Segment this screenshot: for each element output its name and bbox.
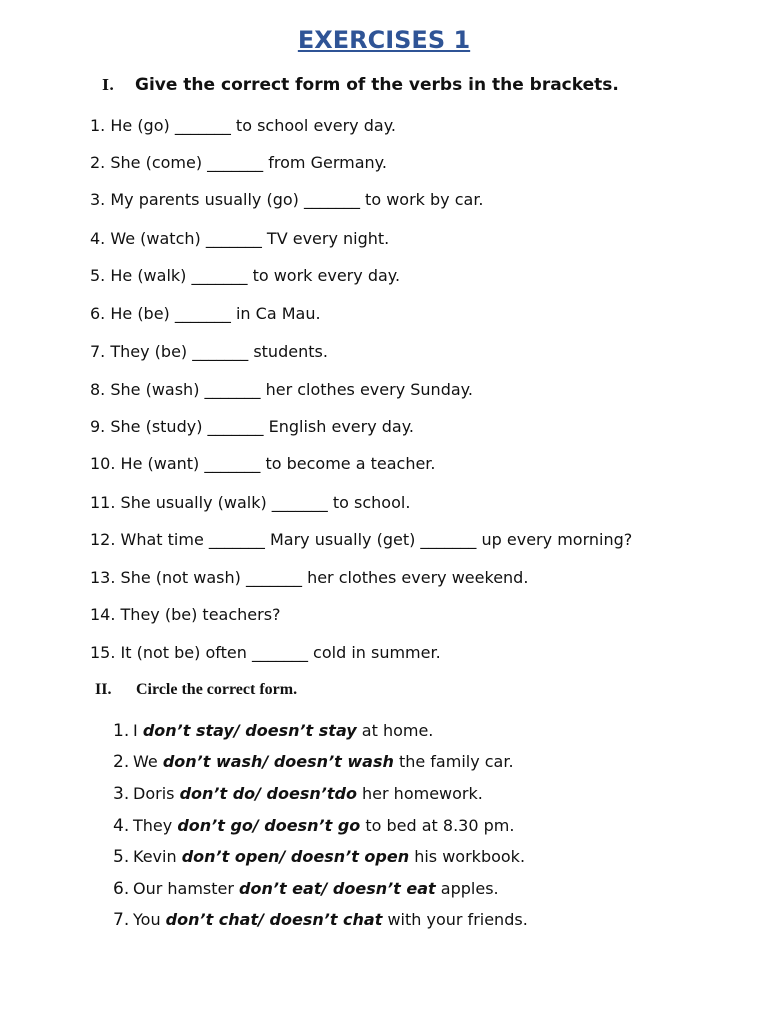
section-2-numeral: II. [95, 681, 112, 698]
section-2-heading [95, 681, 297, 699]
exercise-5: 5. He (walk) _______ to work every day. [90, 266, 401, 285]
exercise-9: 9. She (study) _______ English every day. [90, 417, 414, 436]
choice-2: don’t wash/ doesn’t wash [162, 752, 394, 771]
choice-4: don’t go/ doesn’t go [177, 816, 361, 835]
exercise-7: 7. They (be) _______ students. [90, 342, 328, 361]
circle-item-5: 5. Kevin don’t open/ doesn’t open his workbook. [113, 847, 526, 867]
circle-item-7: 7. You don’t chat/ doesn’t chat with your friends. [113, 910, 528, 930]
circle-item-6: 6. Our hamster don’t eat/ doesn’t eat apples. [113, 879, 499, 899]
exercise-6: 6. He (be) _______ in Ca Mau. [90, 304, 321, 323]
exercise-2: 2. She (come) _______ from Germany. [90, 153, 387, 172]
choice-6: don’t eat/ doesn’t eat [239, 879, 436, 898]
exercise-1: 1. He (go) _______ to school every day. [90, 116, 396, 135]
exercise-4: 4. We (watch) _______ TV every night. [90, 229, 390, 248]
exercise-11: 11. She usually (walk) _______ to school. [90, 493, 411, 512]
circle-item-2: 2. We don’t wash/ doesn’t wash the family car. [113, 752, 514, 772]
section-1-heading-text: Give the correct form of the verbs in the brackets. [135, 75, 619, 95]
choice-1: don’t stay/ doesn’t stay [142, 721, 357, 740]
choice-5: don’t open/ doesn’t open [181, 847, 410, 866]
exercise-3: 3. My parents usually (go) _______ to work by car. [90, 190, 484, 209]
section-2-heading-text: Circle the correct form. [136, 681, 298, 698]
circle-item-4: 4. They don’t go/ doesn’t go to bed at 8.30 pm. [113, 816, 515, 836]
exercise-8: 8. She (wash) _______ her clothes every Sunday. [90, 380, 473, 399]
exercise-14: 14. They (be) teachers? [90, 605, 281, 624]
choice-3: don’t do/ doesn’tdo [179, 784, 357, 803]
exercise-15: 15. It (not be) often _______ cold in summer. [90, 643, 441, 662]
circle-item-3: 3. Doris don’t do/ doesn’tdo her homework. [113, 784, 483, 804]
page-title: EXERCISES 1 [297, 26, 471, 54]
section-1-heading [102, 75, 619, 95]
section-1-numeral: I. [102, 76, 115, 94]
exercise-12: 12. What time _______ Mary usually (get) _______ up every morning? [90, 530, 633, 549]
choice-7: don’t chat/ doesn’t chat [165, 910, 383, 929]
circle-item-1: 1. I don’t stay/ doesn’t stay at home. [113, 721, 434, 741]
exercise-10: 10. He (want) _______ to become a teacher. [90, 454, 436, 473]
exercise-13: 13. She (not wash) _______ her clothes every weekend. [90, 568, 529, 587]
